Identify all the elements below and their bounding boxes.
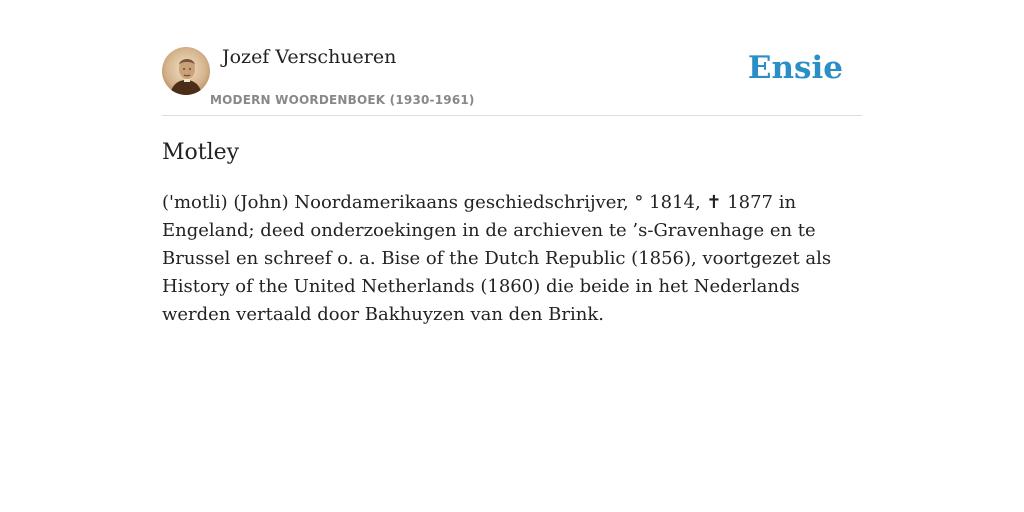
source-name[interactable]: MODERN WOORDENBOEK (1930-1961) bbox=[210, 93, 475, 107]
author-portrait-icon bbox=[162, 47, 210, 95]
entry-definition: ('motli) (John) Noordamerikaans geschiedschrijver, ° 1814, ✝ 1877 in Engeland; deed onderzoekingen in de archieven te ’s-Gravenhage en te Brussel en schreef o. a. Bise of the Dutch Republic (1856), voortgezet als History of the United Netherlands (1860) die beide in het Nederlands werden vertaald door Bakhuyzen van den Brink. bbox=[162, 192, 832, 325]
entry-term: Motley bbox=[162, 140, 240, 165]
brand-logo[interactable]: Ensie bbox=[747, 50, 843, 86]
entry-header bbox=[162, 40, 862, 116]
author-name[interactable]: Jozef Verschueren bbox=[222, 46, 397, 68]
author-avatar[interactable] bbox=[162, 47, 210, 95]
entry-card bbox=[162, 40, 862, 329]
